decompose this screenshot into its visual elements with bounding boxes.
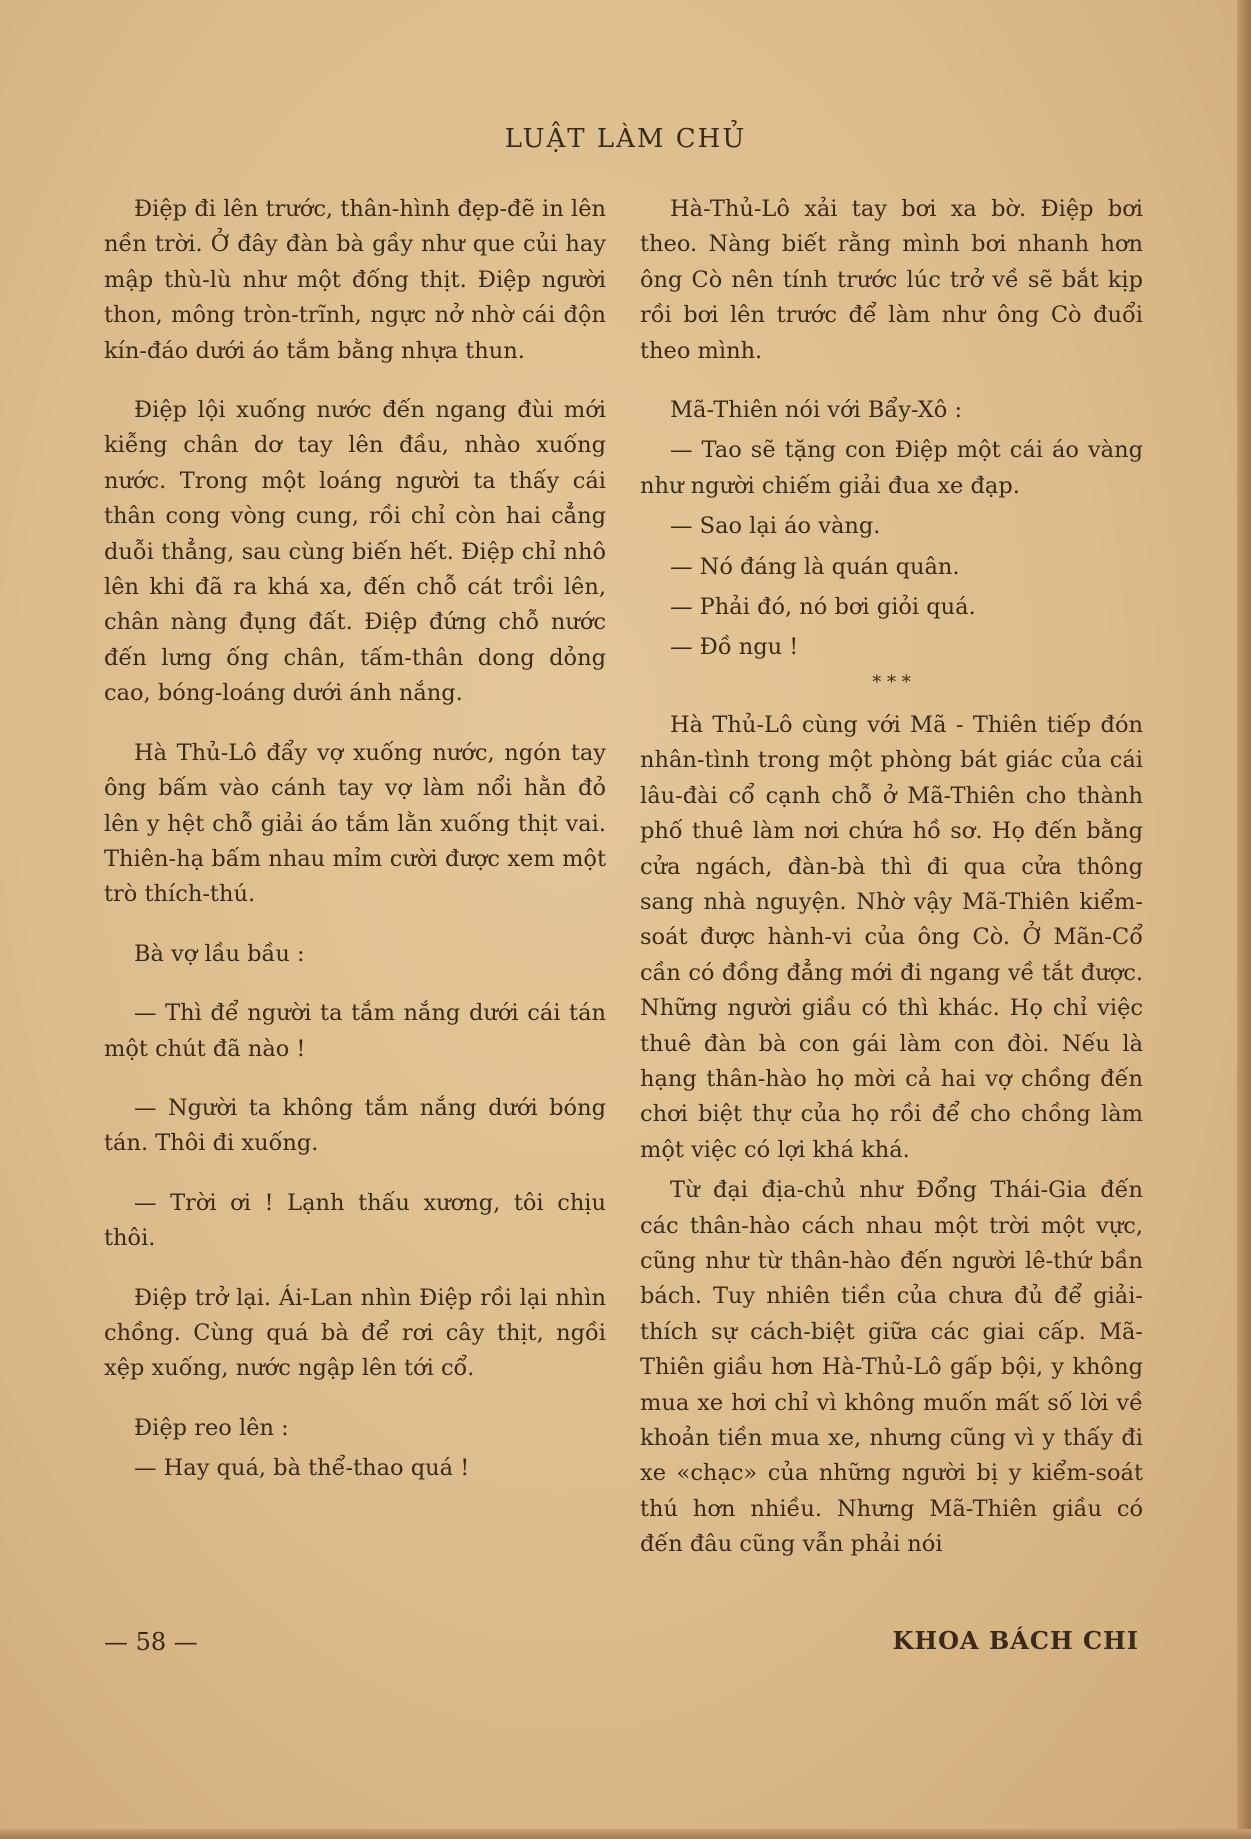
paragraph: Hà-Thủ-Lô xải tay bơi xa bờ. Điệp bơi theo. Nàng biết rằng mình bơi nhanh hơn ông Cò nên tính trước lúc trở về sẽ bắt kịp rồi bơi lên trước để làm như ông Cò đuổi theo mình. (640, 196, 1143, 364)
dialogue-line: — Thì để người ta tắm nắng dưới cái tán một chút đã nào ! (104, 1000, 606, 1062)
publisher-imprint: KHOA BÁCH CHI (892, 1626, 1139, 1655)
dialogue-line: — Đồ ngu ! (670, 634, 799, 661)
page-number: — 58 — (104, 1628, 198, 1656)
left-column (104, 192, 606, 1511)
paragraph: Điệp đi lên trước, thân-hình đẹp-đẽ in lên nền trời. Ở đây đàn bà gầy như que củi hay mập thù-lù như một đống thịt. Điệp người thon, mông tròn-trĩnh, ngực nở nhờ cái độn kín-đáo dưới áo tắm bằng nhựa thun. (104, 196, 606, 364)
dialogue-line: — Sao lại áo vàng. (670, 513, 881, 540)
dialogue-line: — Người ta không tắm nắng dưới bóng tán. Thôi đi xuống. (104, 1094, 606, 1157)
paragraph: Hà Thủ-Lô cùng với Mã - Thiên tiếp đón nhân-tình trong một phòng bát giác của cái lâu-đài cổ cạnh chỗ ở Mã-Thiên cho thành phố thuê làm nơi chứa hồ sơ. Họ đến bằng cửa ngách, đàn-bà thì đi qua cửa thông sang nhà nguyện. Nhờ vậy Mã-Thiên kiểm-soát được hành-vi của ông Cò. Ở Mãn-Cổ cần có đồng đẳng mới đi ngang về tắt được. Những người giầu có thì khác. Họ chỉ việc thuê đàn bà con gái làm con đòi. Nếu là hạng thân-hào họ mời cả hai vợ chồng đến chơi biệt thự của họ rồi để cho chồng làm một việc có lợi khá khá. (640, 711, 1143, 1163)
section-separator: * * * (872, 671, 911, 693)
dialogue-line: — Hay quá, bà thể-thao quá ! (134, 1455, 470, 1482)
right-column (640, 192, 1143, 1587)
page-bottom-edge (0, 1829, 1251, 1839)
running-title: LUẬT LÀM CHỦ (504, 124, 747, 154)
dialogue-line: — Tao sẽ tặng con Điệp một cái áo vàng như người chiếm giải đua xe đạp. (640, 437, 1143, 499)
dialogue-line: — Phải đó, nó bơi giỏi quá. (670, 594, 976, 621)
dialogue-line: — Trời ơi ! Lạnh thấu xương, tôi chịu thôi. (104, 1189, 606, 1252)
paragraph: Từ đại địa-chủ như Đổng Thái-Gia đến các thân-hào cách nhau một trời một vực, cũng như từ thân-hào đến người lê-thứ bần bách. Tuy nhiên tiền của chưa đủ để giải-thích sự cách-biệt giữa các giai cấp. Mã-Thiên giầu hơn Hà-Thủ-Lô gấp bội, y không mua xe hơi chỉ vì không muốn mất số lời về khoản tiền mua xe, nhưng cũng vì y thấy đi xe «chạc» của những người bị y kiểm-soát thú hơn nhiều. Nhưng Mã-Thiên giầu có đến đâu cũng vẫn phải nói (640, 1177, 1143, 1558)
dialogue-line: — Nó đáng là quán quân. (670, 553, 960, 580)
paragraph: Bà vợ lầu bầu : (134, 940, 305, 967)
paragraph: Hà Thủ-Lô đẩy vợ xuống nước, ngón tay ông bấm vào cánh tay vợ làm nổi hằn đỏ lên y hệt chỗ giải áo tắm lằn xuống thịt vai. Thiên-hạ bấm nhau mỉm cười được xem một trò thích-thú. (104, 739, 606, 908)
paragraph: Điệp lội xuống nước đến ngang đùi mới kiễng chân dơ tay lên đầu, nhào xuống nước. Trong một loáng người ta thấy cái thân cong vòng cung, rồi chỉ còn hai cẳng duỗi thẳng, sau cùng biến hết. Điệp chỉ nhô lên khi đã ra khá xa, đến chỗ cát trồi lên, chân nàng đụng đất. Điệp đứng chỗ nước đến lưng ống chân, tấm-thân dong dỏng cao, bóng-loáng dưới ánh nắng. (104, 397, 606, 707)
paragraph: Điệp reo lên : (134, 1414, 289, 1441)
paragraph: Mã-Thiên nói với Bẩy-Xô : (670, 397, 963, 424)
page-edge-shadow (1237, 0, 1251, 1839)
paragraph: Điệp trở lại. Ái-Lan nhìn Điệp rồi lại nhìn chồng. Cùng quá bà để rơi cây thịt, ngồi xệp xuống, nước ngập lên tới cổ. (104, 1284, 606, 1382)
